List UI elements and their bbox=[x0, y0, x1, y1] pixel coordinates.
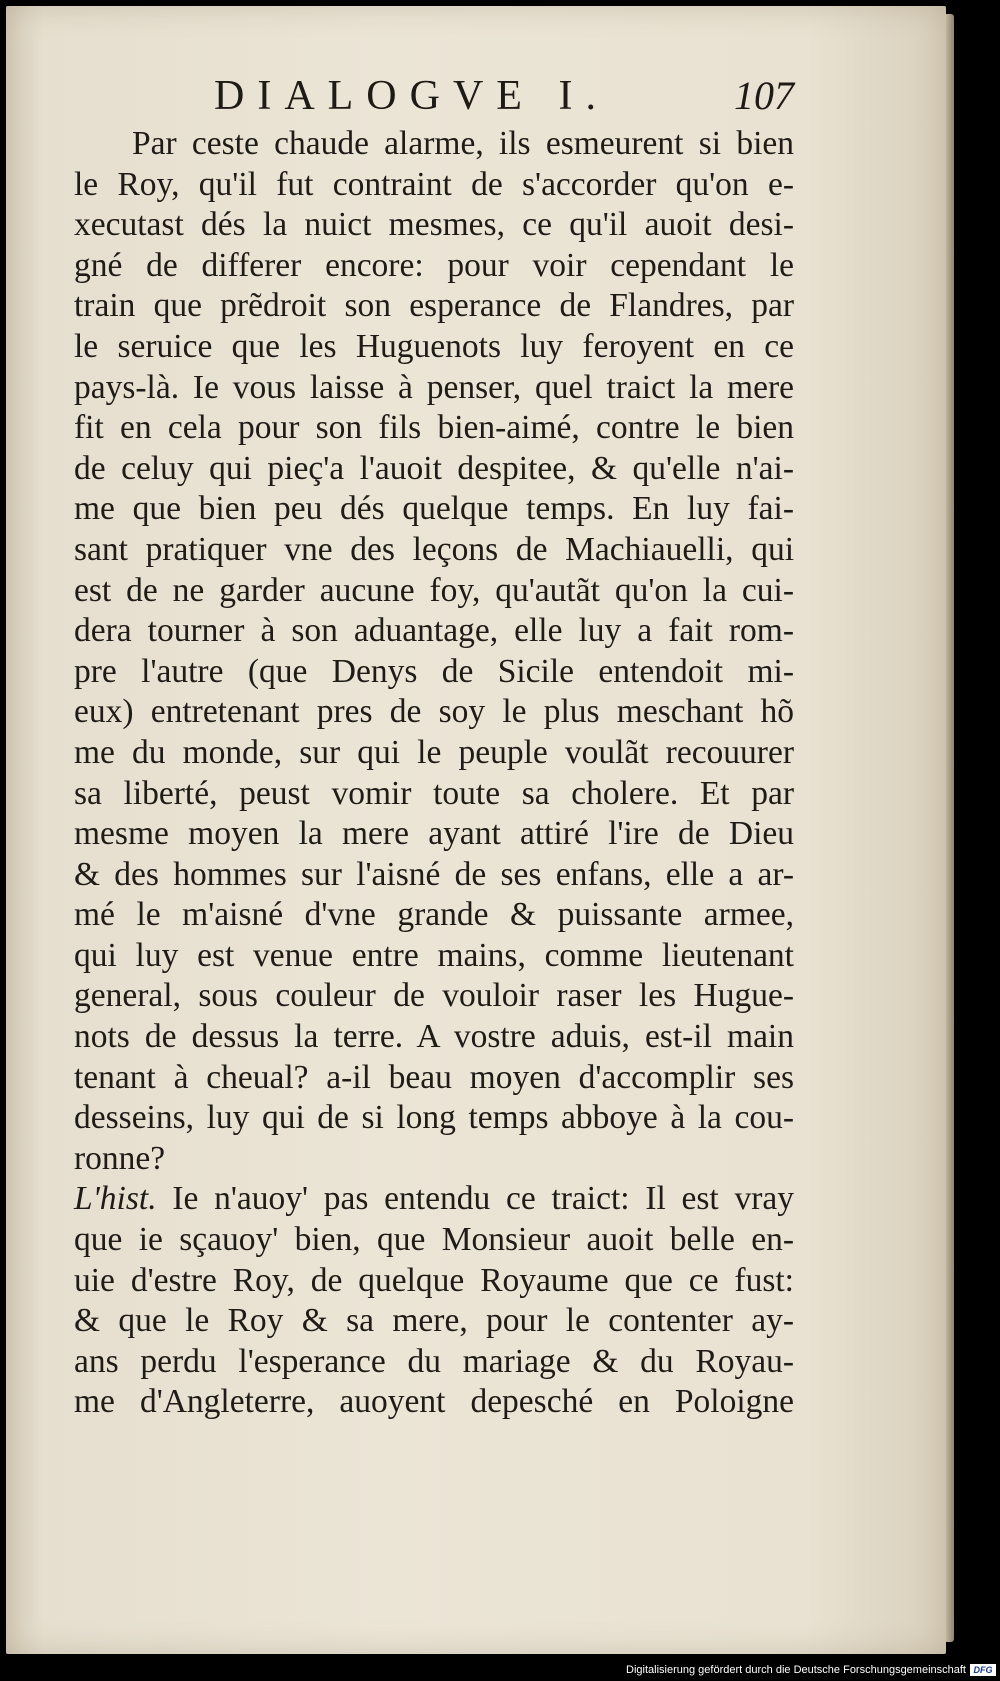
page-number: 107 bbox=[734, 73, 794, 118]
text-line: de celuy qui pieç'a l'auoit despitee, & qu'elle n'ai- bbox=[74, 449, 794, 487]
speech-line: ans perdu l'esperance du mariage & du Royau- bbox=[74, 1342, 794, 1380]
book-page bbox=[6, 6, 946, 1654]
text-line: general, sous couleur de vouloir raser les Hugue- bbox=[74, 977, 794, 1015]
text-line: gné de differer encore: pour voir cependant le bbox=[74, 246, 794, 284]
text-line: mesme moyen la mere ayant attiré l'ire de Dieu bbox=[74, 815, 794, 853]
text-line: sa liberté, peust vomir toute sa cholere. Et par bbox=[74, 774, 794, 812]
text-line: pays-là. Ie vous laisse à penser, quel traict la mere bbox=[74, 368, 794, 406]
text-line: mé le m'aisné d'vne grande & puissante armee, bbox=[74, 896, 794, 934]
text-line: dera tourner à son aduantage, elle luy a fait rom- bbox=[74, 612, 794, 650]
text-line: pre l'autre (que Denys de Sicile entendoit mi- bbox=[74, 652, 794, 690]
footer-bar bbox=[0, 1659, 1000, 1681]
text-line: fit en cela pour son fils bien-aimé, contre le bien bbox=[74, 409, 794, 447]
text-line: & des hommes sur l'aisné de ses enfans, elle a ar- bbox=[74, 855, 794, 893]
dfg-logo-icon: DFG bbox=[970, 1664, 996, 1676]
running-head bbox=[214, 72, 794, 122]
text-line: desseins, luy qui de si long temps abboye à la cou- bbox=[74, 1099, 794, 1137]
speech-line: uie d'estre Roy, de quelque Royaume que ce fust: bbox=[74, 1261, 794, 1299]
text-line: sant pratiquer vne des leçons de Machiauelli, qui bbox=[74, 530, 794, 568]
running-head-title: DIALOGVE I. bbox=[214, 73, 609, 119]
text-line: train que prẽdroit son esperance de Flandres, par bbox=[74, 287, 794, 325]
speech-line: me d'Angleterre, auoyent depesché en Poloigne bbox=[74, 1383, 794, 1421]
body-text bbox=[74, 124, 794, 1423]
text-line: eux) entretenant pres de soy le plus meschant hõ bbox=[74, 693, 794, 731]
text-line: Par ceste chaude alarme, ils esmeurent si bien bbox=[132, 125, 794, 162]
text-line: xecutast dés la nuict mesmes, ce qu'il auoit desi- bbox=[74, 206, 794, 244]
text-line: est de ne garder aucune foy, qu'autãt qu'on la cui- bbox=[74, 571, 794, 609]
text-line: qui luy est venue entre mains, comme lieutenant bbox=[74, 936, 794, 974]
text-line: nots de dessus la terre. A vostre aduis, est-il main bbox=[74, 1018, 794, 1056]
text-line: me du monde, sur qui le peuple voulãt recouurer bbox=[74, 733, 794, 771]
speaker-label: L'hist. bbox=[74, 1180, 157, 1218]
text-line: ronne? bbox=[74, 1139, 166, 1177]
speech-line: que ie sçauoy' bien, que Monsieur auoit belle en- bbox=[74, 1221, 794, 1259]
text-line: le seruice que les Huguenots luy feroyent en ce bbox=[74, 327, 794, 365]
text-line: tenant à cheual? a-il beau moyen d'accomplir ses bbox=[74, 1058, 794, 1096]
page-edge bbox=[946, 14, 954, 1642]
text-line: le Roy, qu'il fut contraint de s'accorder qu'on e- bbox=[74, 165, 794, 203]
speech-first-line-text: Ie n'auoy' pas entendu ce traict: Il est vray bbox=[172, 1180, 795, 1218]
footer-credit: Digitalisierung gefördert durch die Deutsche Forschungsgemeinschaft bbox=[626, 1664, 966, 1676]
speech-line: & que le Roy & sa mere, pour le contenter ay- bbox=[74, 1302, 794, 1340]
text-line: me que bien peu dés quelque temps. En luy fai- bbox=[74, 490, 794, 528]
speech-first-line bbox=[74, 1179, 794, 1220]
